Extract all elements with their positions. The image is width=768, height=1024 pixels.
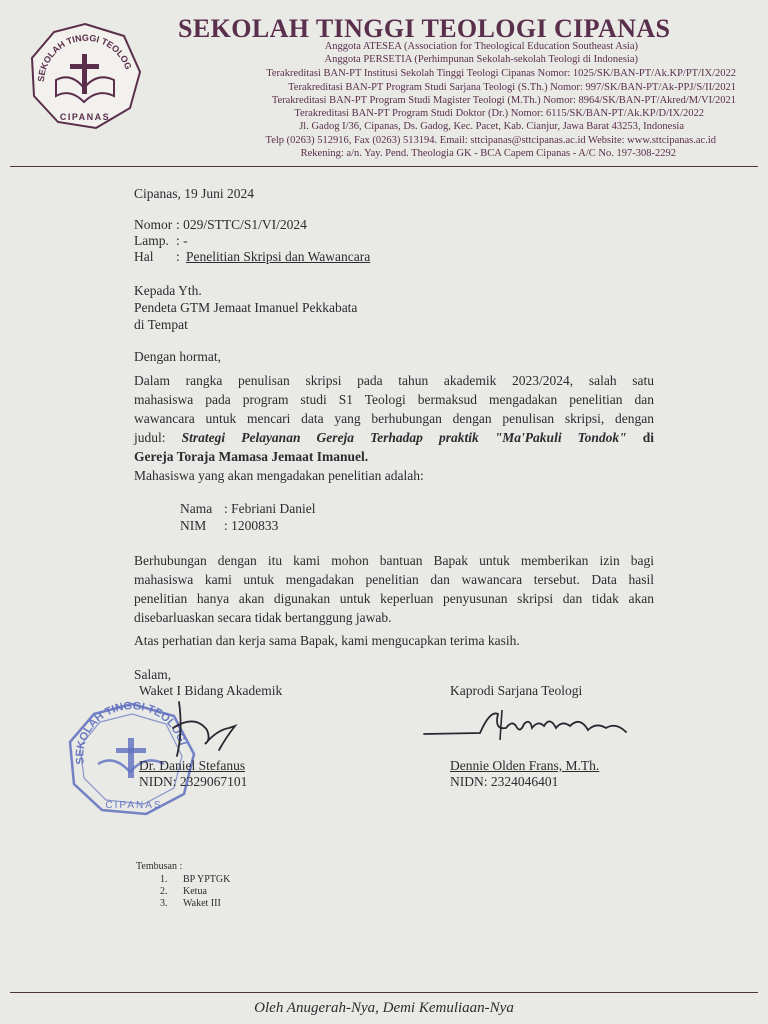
thesis-title-di: di (642, 430, 655, 445)
nama-label: Nama (180, 501, 213, 516)
greeting: Dengan hormat, (134, 349, 221, 364)
hal-value: Penelitian Skripsi dan Wawancara (186, 249, 371, 264)
left-signatory-name: Dr. Daniel Stefanus (139, 758, 246, 773)
right-signatory-title: Kaprodi Sarjana Teologi (450, 683, 583, 698)
paragraph-request (134, 551, 654, 627)
nomor-value: : 029/STTC/S1/VI/2024 (176, 217, 307, 232)
logo-text-bottom: CIPANAS (59, 112, 111, 122)
right-signature (420, 700, 640, 750)
place-date: Cipanas, 19 Juni 2024 (134, 186, 254, 201)
letterhead-line: Anggota PERSETIA (Perhimpunan Sekolah-sekolah Teologi di Indonesia) (324, 54, 638, 65)
thesis-title-cont: Gereja Toraja Mamasa Jemaat Imanuel. (134, 449, 369, 464)
hal-label: Hal (134, 249, 154, 264)
letterhead-line: Jl. Gadog I/36, Cipanas, Ds. Gadog, Kec. Pacet, Kab. Cianjur, Jawa Barat 43253, Indonesia (299, 121, 684, 132)
paragraph-line: Mahasiswa yang akan mengadakan penelitian adalah: (134, 468, 424, 483)
nomor-label: Nomor (134, 217, 173, 232)
footer-divider (10, 992, 758, 993)
letterhead-line: Terakreditasi BAN-PT Program Studi Magister Teologi (M.Th.) Nomor: 8964/SK/BAN-PT/Akred/M/VI/2021 (271, 95, 736, 106)
hal-colon: : (176, 249, 180, 264)
paragraph-line: disebarluaskan secara tidak bertanggung jawab. (134, 610, 392, 625)
tembusan-label: Tembusan : (136, 861, 183, 872)
nim-value: : 1200833 (224, 518, 279, 533)
judul-label: judul: (134, 430, 166, 445)
stamp-text-top: SEKOLAH TINGGI TEOLOGI (74, 700, 189, 765)
closing-line: Atas perhatian dan kerja sama Bapak, kami mengucapkan terima kasih. (134, 633, 520, 648)
paragraph-line: mahasiswa pada program studi S1 Teologi bermaksud mengadakan penelitian dan (134, 392, 654, 407)
addressee-line: di Tempat (134, 317, 188, 332)
right-signatory-nidn: NIDN: 2324046401 (450, 774, 559, 789)
left-signatory-title: Waket I Bidang Akademik (139, 683, 283, 698)
tembusan-number: 1. (160, 874, 168, 885)
left-signature (155, 700, 245, 760)
right-signatory-name: Dennie Olden Frans, M.Th. (450, 758, 600, 773)
thesis-title-quote: "Ma'Pakuli Tondok" (494, 430, 627, 445)
paragraph-line: penelitian hanya akan digunakan untuk keperluan penyusunan skripsi dan tidak akan (134, 591, 654, 606)
paragraph-line: Berhubungan dengan itu kami mohon bantuan Bapak untuk memberikan izin bagi (134, 553, 654, 568)
nim-label: NIM (180, 518, 207, 533)
tembusan-number: 3. (160, 898, 168, 909)
paragraph-line: wawancara untuk mencari data yang berhubungan dengan penulisan skripsi, dengan (134, 411, 654, 426)
addressee-line: Kepada Yth. (134, 283, 202, 298)
letterhead-line: Terakreditasi BAN-PT Institusi Sekolah Tinggi Teologi Cipanas Nomor: 1025/SK/BAN-PT/Ak.KP/PT/IX/2022 (266, 68, 736, 79)
institution-logo (26, 20, 144, 132)
lamp-value: : - (176, 233, 188, 248)
letterhead-divider (10, 166, 758, 167)
letterhead-line: Terakreditasi BAN-PT Program Studi Doktor (Dr.) Nomor: 6115/SK/BAN-PT/Ak.KP/D/IX/2022 (294, 108, 704, 119)
footer-motto: Oleh Anugerah-Nya, Demi Kemuliaan-Nya (254, 1000, 514, 1016)
tembusan-item: Waket III (183, 898, 221, 909)
letterhead-line: Telp (0263) 512916, Fax (0263) 513194. Email: sttcipanas@sttcipanas.ac.id Website: www.sttcipanas.ac.id (265, 135, 716, 146)
thesis-title: Strategi Pelayanan Gereja Terhadap praktik (181, 430, 479, 445)
letterhead-line: Rekening: a/n. Yay. Pend. Theologia GK - BCA Capem Cipanas - A/C No. 197-308-2292 (300, 148, 676, 159)
letterhead-line: Terakreditasi BAN-PT Program Studi Sarjana Teologi (S.Th.) Nomor: 997/SK/BAN-PT/Ak-PPJ/S/II/2021 (288, 82, 736, 93)
institution-name: SEKOLAH TINGGI TEOLOGI CIPANAS (178, 14, 671, 43)
salam: Salam, (134, 667, 172, 682)
nama-value: : Febriani Daniel (224, 501, 316, 516)
tembusan-item: BP YPTGK (183, 874, 231, 885)
logo-text-top: SEKOLAH TINGGI TEOLOG (35, 32, 134, 83)
tembusan-item: Ketua (183, 886, 207, 897)
lamp-label: Lamp. (134, 233, 169, 248)
letterhead-line: Anggota ATESEA (Association for Theological Education Southeast Asia) (324, 41, 638, 52)
paragraph-line: mahasiswa kami untuk mengadakan penelitian dan wawancara tersebut. Data hasil (134, 572, 654, 587)
tembusan-number: 2. (160, 886, 168, 897)
paragraph-line (134, 428, 654, 447)
stamp-text-bottom: CIPANAS (105, 800, 163, 811)
paragraph-intro (134, 371, 654, 485)
addressee-line: Pendeta GTM Jemaat Imanuel Pekkabata (134, 300, 358, 315)
paragraph-line: Dalam rangka penulisan skripsi pada tahun akademik 2023/2024, salah satu (134, 373, 654, 388)
left-signatory-nidn: NIDN: 2329067101 (139, 774, 248, 789)
